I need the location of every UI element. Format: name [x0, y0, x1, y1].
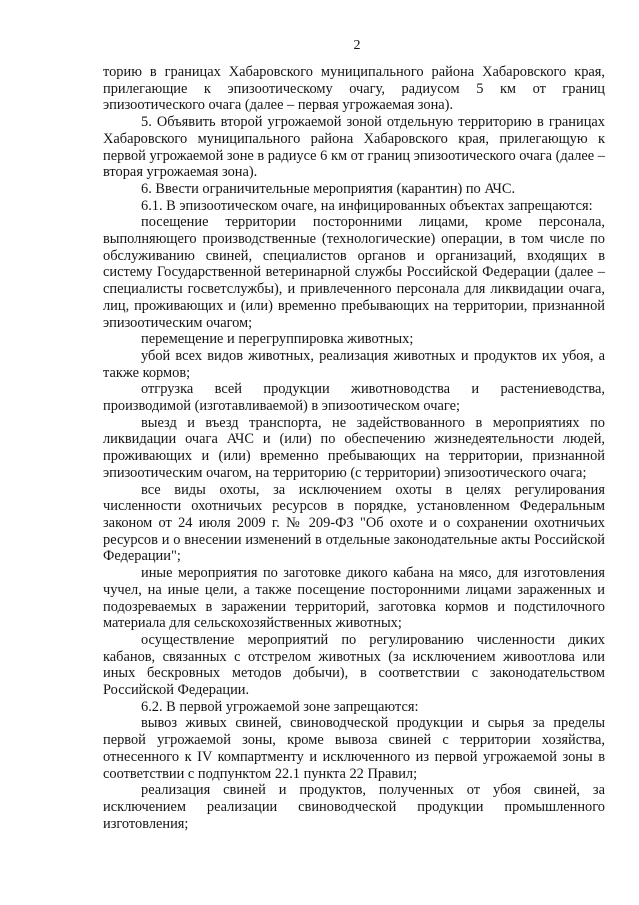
paragraph: 6.1. В эпизоотическом очаге, на инфицированных объектах запрещаются:: [141, 197, 593, 214]
paragraph: торию в границах Хабаровского муниципального района Хабаровского края, прилегающие к эпизоотическому очагу, радиусом 5 км от границ эпизоотического очага (далее – первая угрожаемая зона).: [103, 64, 605, 114]
paragraph: 6. Ввести ограничительные мероприятия (карантин) по АЧС.: [141, 180, 516, 197]
paragraph: осуществление мероприятий по регулированию численности диких кабанов, связанных с отстрелом животных (за исключением живоотлова или иных бескровных методов добычи), в соответствии с законодательством Российской Федерации.: [103, 631, 605, 699]
paragraph: убой всех видов животных, реализация животных и продуктов их убоя, а также кормов;: [103, 347, 605, 381]
paragraph: выезд и въезд транспорта, не задействованного в мероприятиях по ликвидации очага АЧС и (или) по обеспечению жизнедеятельности людей, проживающих и (или) временно пребывающих на территории, признанной эпизоотическим очагом, на территорию (с территории) эпизоотического очага;: [103, 414, 605, 481]
paragraph: реализация свиней и продуктов, полученных от убоя свиней, за исключением реализации свиноводческой продукции промышленного изготовления;: [103, 782, 605, 832]
page-number: 2: [353, 38, 361, 53]
document-body: [103, 64, 605, 832]
paragraph: отгрузка всей продукции животноводства и растениеводства, производимой (изготавливаемой) в эпизоотическом очаге;: [103, 381, 605, 415]
paragraph: иные мероприятия по заготовке дикого кабана на мясо, для изготовления чучел, на иные цели, а также посещение посторонними лицами зараженных и подозреваемых в заражении территорий, заготовка кормов и подстилочного материала для сельскохозяйственных животных;: [103, 565, 605, 632]
paragraph: перемещение и перегруппировка животных;: [141, 331, 414, 348]
paragraph: 6.2. В первой угрожаемой зоне запрещаются:: [141, 698, 419, 715]
paragraph: посещение территории посторонними лицами, кроме персонала, выполняющего производственные (технологические) операции, в том числе по обслуживанию свиней, специалистов органов и организаций, входящих в систему Государственной ветеринарной службы Российской Федерации (далее – специалисты госветслужбы), и привлеченного персонала для ликвидации очага, лиц, проживающих и (или) временно пребывающих на территории, признанной эпизоотическим очагом;: [103, 214, 605, 331]
paragraph: все виды охоты, за исключением охоты в целях регулирования численности охотничьих ресурсов в порядке, установленном Федеральным законом от 24 июля 2009 г. № 209-ФЗ "Об охоте и о сохранении охотничьих ресурсов и о внесении изменений в отдельные законодательные акты Российской Федерации";: [103, 481, 605, 565]
paragraph: 5. Объявить второй угрожаемой зоной отдельную территорию в границах Хабаровского муниципального района Хабаровского края, прилегающую к первой угрожаемой зоне в радиусе 6 км от границ эпизоотического очага (далее – вторая угрожаемая зона).: [103, 114, 605, 181]
paragraph: вывоз живых свиней, свиноводческой продукции и сырья за пределы первой угрожаемой зоны, кроме вывоза свиней с территории хозяйства, отнесенного к IV компартменту и исключенного из первой угрожаемой зоны в соответствии с подпунктом 22.1 пункта 22 Правил;: [103, 715, 605, 782]
